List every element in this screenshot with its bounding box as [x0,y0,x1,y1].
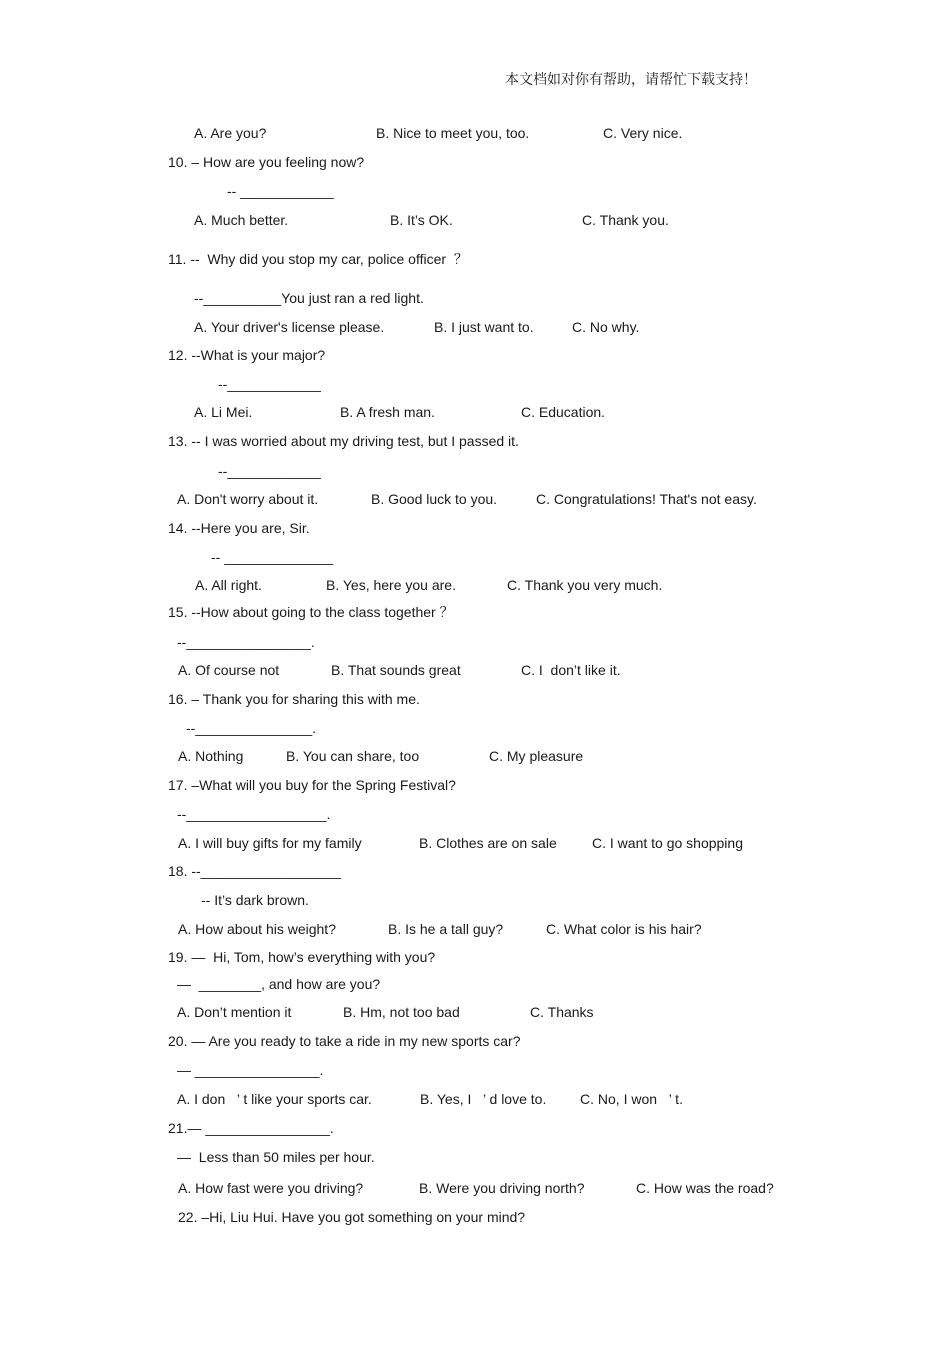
q19-blank: — ________, and how are you? [177,976,381,992]
q11-option-c: C. No why. [572,319,640,335]
q12-stem: 12. --What is your major? [168,347,326,363]
q21-option-a: A. How fast were you driving? [178,1180,364,1196]
q12-option-b: B. A fresh man. [340,404,435,420]
q19-option-c: C. Thanks [530,1004,594,1020]
q20-blank: — ________________. [177,1062,324,1078]
q18-option-b: B. Is he a tall guy? [388,921,504,937]
q22-stem: 22. –Hi, Liu Hui. Have you got something on your mind? [178,1209,526,1225]
q10-option-c: C. Thank you. [582,212,669,228]
q19-stem: 19. — Hi, Tom, how’s everything with you? [168,949,436,965]
q14-stem: 14. --Here you are, Sir. [168,520,310,536]
q14-option-c: C. Thank you very much. [507,577,663,593]
q17-stem: 17. –What will you buy for the Spring Festival? [168,777,456,793]
q13-option-c: C. Congratulations! That's not easy. [536,491,757,507]
q17-option-a: A. I will buy gifts for my family [178,835,362,851]
q17-option-c: C. I want to go shopping [592,835,743,851]
q11-blank: --__________You just ran a red light. [194,290,424,306]
q12-option-a: A. Li Mei. [194,404,253,420]
q9-option-a: A. Are you? [194,125,267,141]
q20-option-b: B. Yes, I ’ d love to. [420,1091,547,1107]
q18-option-a: A. How about his weight? [178,921,336,937]
q10-blank: -- ____________ [227,183,334,199]
q15-option-b: B. That sounds great [331,662,461,678]
q12-blank: --____________ [218,376,321,392]
q10-stem: 10. – How are you feeling now? [168,154,365,170]
q15-stem: 15. --How about going to the class together ？ [168,604,454,620]
q14-option-b: B. Yes, here you are. [326,577,456,593]
header-note: 本文档如对你有帮助，请帮忙下载支持！ [505,72,757,88]
q21-option-c: C. How was the road? [636,1180,774,1196]
q9-option-b: B. Nice to meet you, too. [376,125,530,141]
q17-option-b: B. Clothes are on sale [419,835,557,851]
q18-answer-line: -- It’s dark brown. [201,892,309,908]
q15-option-a: A. Of course not [178,662,280,678]
q19-option-a: A. Don’t mention it [177,1004,292,1020]
q16-option-c: C. My pleasure [489,748,584,764]
q21-answer-line: — Less than 50 miles per hour. [177,1149,375,1165]
q11-option-a: A. Your driver's license please. [194,319,385,335]
q16-option-a: A. Nothing [178,748,244,764]
q16-option-b: B. You can share, too [286,748,420,764]
q19-option-b: B. Hm, not too bad [343,1004,460,1020]
q20-option-c: C. No, I won ’ t. [580,1091,683,1107]
q14-blank: -- ______________ [211,549,334,565]
q10-option-a: A. Much better. [194,212,289,228]
q11-option-b: B. I just want to. [434,319,534,335]
q16-blank: --_______________. [186,720,317,736]
q14-option-a: A. All right. [195,577,262,593]
q20-option-a: A. I don ’ t like your sports car. [177,1091,372,1107]
q15-blank: --________________. [177,634,315,650]
q13-option-b: B. Good luck to you. [371,491,498,507]
q20-stem: 20. — Are you ready to take a ride in my new sports car? [168,1033,521,1049]
q13-stem: 13. -- I was worried about my driving test, but I passed it. [168,433,519,449]
q16-stem: 16. – Thank you for sharing this with me. [168,691,420,707]
q12-option-c: C. Education. [521,404,606,420]
q13-blank: --____________ [218,463,321,479]
q21-option-b: B. Were you driving north? [419,1180,585,1196]
q21-stem: 21.— ________________. [168,1120,334,1136]
q15-option-c: C. I don’t like it. [521,662,621,678]
q10-option-b: B. It’s OK. [390,212,453,228]
q18-option-c: C. What color is his hair? [546,921,702,937]
q9-option-c: C. Very nice. [603,125,683,141]
q13-option-a: A. Don't worry about it. [177,491,319,507]
q18-stem: 18. --__________________ [168,863,341,879]
q11-stem: 11. -- Why did you stop my car, police officer ？ [168,251,468,267]
q17-blank: --__________________. [177,806,331,822]
